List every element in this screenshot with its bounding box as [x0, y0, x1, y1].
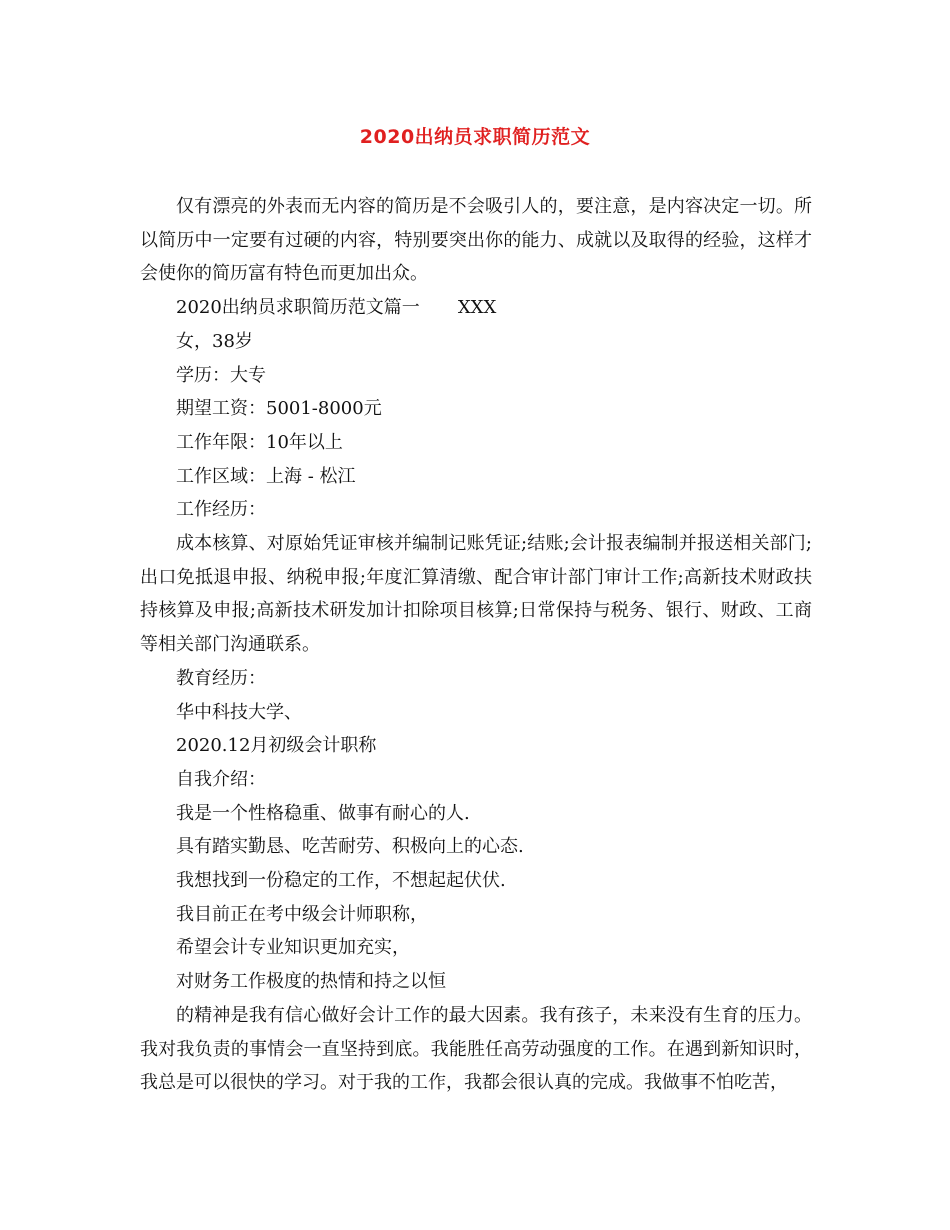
self-intro-line: 我是一个性格稳重、做事有耐心的人. [176, 802, 470, 824]
self-intro-line: 对财务工作极度的热情和持之以恒 [176, 971, 446, 993]
experience-paragraph: 成本核算、对原始凭证审核并编制记账凭证;结账;会计报表编制并报送相关部门;出口免抵退申报、纳税申报;年度汇算清缴、配合审计部门审计工作;高新技术财政扶持核算及申报;高新技术研发加计扣除项目核算;日常保持与税务、银行、财政、工商等相关部门沟通联系。 [140, 533, 812, 656]
document-body [140, 190, 812, 1100]
intro-paragraph: 仅有漂亮的外表而无内容的简历是不会吸引人的，要注意，是内容决定一切。所以简历中一定要有过硬的内容，特别要突出你的能力、成就以及取得的经验，这样才会使你的简历富有特色而更加出众。 [140, 196, 812, 285]
section-heading: 2020出纳员求职简历范文篇一 [176, 297, 420, 319]
document-title: 2020出纳员求职简历范文 [359, 126, 591, 148]
self-intro-line: 具有踏实勤恳、吃苦耐劳、积极向上的心态. [176, 836, 524, 858]
expected-salary: 期望工资：5001-8000元 [176, 398, 382, 420]
work-years: 工作年限：10年以上 [176, 431, 343, 453]
work-area: 工作区域：上海 - 松江 [176, 465, 356, 487]
education-heading: 教育经历： [176, 667, 266, 689]
applicant-name: XXX [457, 297, 497, 319]
self-intro-heading: 自我介绍： [176, 768, 266, 790]
experience-heading: 工作经历： [176, 499, 266, 521]
gender-age: 女，38岁 [176, 330, 253, 352]
certificate: 2020.12月初级会计职称 [176, 735, 377, 757]
self-intro-line: 我目前正在考中级会计师职称， [176, 903, 428, 925]
section-heading-line [140, 291, 812, 325]
self-intro-line: 希望会计专业知识更加充实， [176, 937, 410, 959]
closing-paragraph: 的精神是我有信心做好会计工作的最大因素。我有孩子，未来没有生育的压力。我对我负责的事情会一直坚持到底。我能胜任高劳动强度的工作。在遇到新知识时，我总是可以很快的学习。对于我的工作，我都会很认真的完成。我做事不怕吃苦， [140, 1004, 812, 1094]
self-intro-line: 我想找到一份稳定的工作，不想起起伏伏. [176, 870, 506, 892]
school-name: 华中科技大学、 [176, 701, 302, 723]
education-level: 学历：大专 [176, 364, 266, 386]
